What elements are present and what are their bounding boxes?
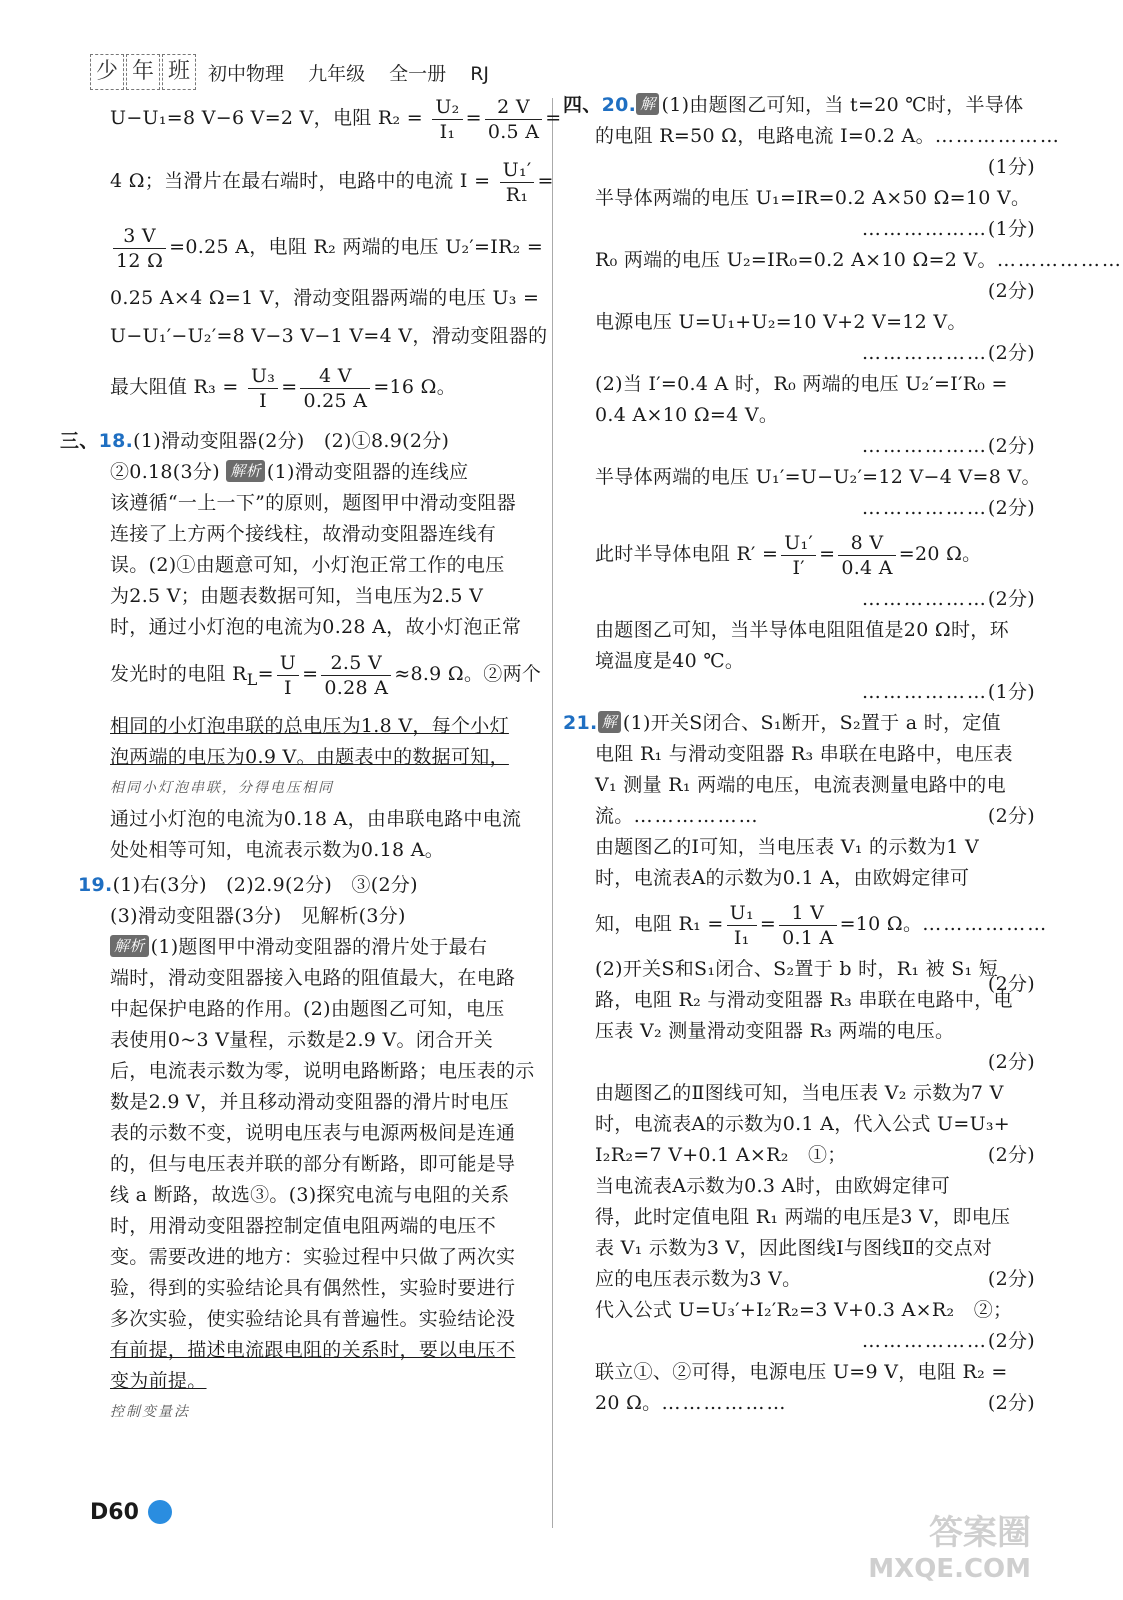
underlined-text: 变为前提。 <box>110 1369 207 1392</box>
solution-tag: 解 <box>598 711 621 733</box>
analysis-tag: 解析 <box>110 935 149 957</box>
text-line: 的电阻 R=50 Ω，电路电流 I=0.2 A。……………… <box>595 125 1061 147</box>
brand-char: 班 <box>162 54 196 90</box>
text: =0.25 A，电阻 R₂ 两端的电压 U₂′=IR₂ = <box>169 236 544 258</box>
text-line: 时，通过小灯泡的电流为0.28 A，故小灯泡正常 <box>110 616 522 638</box>
underlined-text: 泡两端的电压为0.9 V。由题表中的数据可知， <box>110 745 509 768</box>
subscript: L <box>246 669 258 689</box>
handwritten-note: 相同小灯泡串联，分得电压相同 <box>110 779 334 796</box>
text-line: 通过小灯泡的电流为0.18 A，由串联电路中电流 <box>110 807 522 830</box>
watermark-text: 答案圈 <box>929 1513 1031 1553</box>
score: ………………(2分) <box>861 497 1035 519</box>
text-line: 表使用0~3 V量程，示数是2.9 V。闭合开关 <box>110 1028 494 1051</box>
text-line: 的，但与电压表并联的部分有断路，即可能是导 <box>110 1152 516 1175</box>
question-number: 18. <box>98 430 134 452</box>
text-line: U−U₁′−U₂′=8 V−3 V−1 V=4 V，滑动变阻器的 <box>110 325 548 347</box>
text-line: 半导体两端的电压 U₁′=U−U₂′=12 V−4 V=8 V。 <box>595 466 1041 488</box>
edition: RJ <box>470 62 489 85</box>
brand-char: 年 <box>126 54 160 90</box>
watermark-url: MXQE.COM <box>868 1554 1031 1584</box>
score: ………………(2分) <box>861 588 1035 610</box>
text-line: 时，用滑动变阻器控制定值电阻两端的电压不 <box>110 1214 497 1237</box>
text: = <box>257 663 274 685</box>
text-line: 端时，滑动变阻器接入电路的阻值最大，在电路 <box>110 966 516 989</box>
text: 发光时的电阻 R <box>110 663 247 685</box>
text-line: R₀ 两端的电压 U₂=IR₀=0.2 A×10 Ω=2 V。……………… <box>595 249 1123 271</box>
text-line: 4 Ω；当滑片在最右端时，电路中的电流 I = $\frac{\text{U₁′}}{\text{R₁}}$ = <box>110 158 554 206</box>
watermark <box>868 1515 1031 1587</box>
text: U−U₁=8 V−6 V=2 V，电阻 R₂ = <box>110 107 423 129</box>
page-badge-icon <box>148 1500 172 1524</box>
text-line: 半导体两端的电压 U₁=IR=0.2 A×50 Ω=10 V。 <box>595 187 1031 209</box>
text: 此时半导体电阻 R′ = <box>595 543 779 565</box>
text-line <box>110 711 540 742</box>
text-line: 代入公式 U=U₃′+I₂′R₂=3 V+0.3 A×R₂ ②； <box>595 1299 1013 1321</box>
text-line: 此时半导体电阻 R′ = $\frac{\text{U₁′}}{I'}$ = $\frac{8 V}{0.4 A}$ =20 Ω。 <box>595 531 982 579</box>
fraction: $\frac{2 V}{0.5 A}$ <box>485 95 542 144</box>
text-line: 由题图乙可知，当半导体电阻阻值是20 Ω时，环 <box>595 619 1009 641</box>
handwritten-note: 控制变量法 <box>110 1403 190 1420</box>
text: =10 Ω。 <box>839 913 923 935</box>
text-line: 处处相等可知，电流表示数为0.18 A。 <box>110 838 445 861</box>
text-line: 流。……………… (2分) <box>595 805 1035 827</box>
text: (1)由题图乙可知，当 t=20 ℃时，半导体 <box>661 94 1024 116</box>
question-20 <box>563 90 1035 121</box>
fraction: $\frac{3 V}{12 \Omega}$ <box>113 224 166 273</box>
text-line <box>110 1366 540 1397</box>
text: (1)开关S闭合、S₁断开，S₂置于 a 时，定值 <box>622 712 1001 734</box>
page-header <box>90 52 507 92</box>
score: (2分) <box>987 1051 1035 1073</box>
text-line <box>60 426 540 457</box>
text-line: (2)开关S和S₁闭合、S₂置于 b 时，R₁ 被 S₁ 短 <box>595 958 999 980</box>
score: ………………(2分) <box>861 342 1035 364</box>
score: ………………(2分) <box>861 1330 1035 1352</box>
text-line: 路，电阻 R₂ 与滑动变阻器 R₃ 串联在电路中，电 <box>595 989 1013 1011</box>
question-21 <box>563 708 1035 739</box>
grade: 九年级 <box>308 62 366 85</box>
brand-char: 少 <box>90 54 124 90</box>
text-line: 由题图乙的Ⅰ可知，当电压表 V₁ 的示数为1 V <box>595 836 979 858</box>
text-line: 0.25 A×4 Ω=1 V，滑动变阻器两端的电压 U₃ = <box>110 287 540 309</box>
right-column <box>563 90 1123 1419</box>
text: =20 Ω。 <box>898 543 982 565</box>
text-line: 知，电阻 R₁ = $\frac{\text{U₁}}{\text{I₁}}$ = $\frac{1 V}{0.1 A}$ =10 Ω。……………… (2分) <box>595 901 1049 995</box>
text-line: 该遵循“一上一下”的原则，题图甲中滑动变阻器 <box>110 492 517 514</box>
text-line: U−U₁=8 V−6 V=2 V，电阻 R₂ = $\frac{\text{U₂}}{\text{I₁}}$ = $\frac{2 V}{0.5 A}$ = <box>110 95 562 143</box>
text-line: 中起保护电路的作用。(2)由题图乙可知，电压 <box>110 997 505 1020</box>
underlined-text: 相同的小灯泡串联的总电压为1.8 V，每个小灯 <box>110 714 509 737</box>
text-line: 当电流表A示数为0.3 A时，由欧姆定律可 <box>595 1175 950 1197</box>
text: 知，电阻 R₁ = <box>595 913 724 935</box>
book-info <box>208 59 507 86</box>
text-line: 后，电流表示数为零，说明电路断路；电压表的示 <box>110 1059 535 1082</box>
analysis-tag: 解析 <box>226 460 265 482</box>
fraction: $\frac{\text{U₁′}}{\text{R₁}}$ <box>500 158 535 207</box>
text-line <box>110 932 540 963</box>
text-line: 表 V₁ 示数为3 V，因此图线Ⅰ与图线Ⅱ的交点对 <box>595 1237 993 1259</box>
text-line: 0.4 A×10 Ω=4 V。 <box>595 404 779 426</box>
solution-tag: 解 <box>636 93 659 115</box>
text-line: 电阻 R₁ 与滑动变阻器 R₃ 串联在电路中，电压表 <box>595 743 1013 765</box>
text-line: 得，此时定值电阻 R₁ 两端的电压是3 V，即电压 <box>595 1206 1011 1228</box>
text-line: 为2.5 V；由题表数据可知，当电压为2.5 V <box>110 585 484 607</box>
text-line: 验，得到的实验结论具有偶然性，实验时要进行 <box>110 1276 516 1299</box>
text-line <box>110 742 540 773</box>
question-number: 21. <box>563 712 598 734</box>
text: ≈8.9 Ω。②两个 <box>394 663 542 685</box>
text-line <box>78 870 540 901</box>
score: (1分) <box>987 156 1035 178</box>
text-line: 误。(2)①由题意可知，小灯泡正常工作的电压 <box>110 554 505 576</box>
text-line: V₁ 测量 R₁ 两端的电压，电流表测量电路中的电 <box>595 774 1006 796</box>
text-line: I₂R₂=7 V+0.1 A×R₂ ①； (2分) <box>595 1144 1035 1166</box>
text-line: 压表 V₂ 测量滑动变阻器 R₃ 两端的电压。 <box>595 1020 955 1042</box>
volume: 全一册 <box>389 62 447 85</box>
text-line: 表的示数不变，说明电压表与电源两极间是连通 <box>110 1121 516 1144</box>
score: ………………(1分) <box>861 681 1035 703</box>
text-line <box>563 90 1035 121</box>
text-line <box>110 216 544 278</box>
text-line: (3)滑动变阻器(3分) 见解析(3分) <box>110 904 406 927</box>
text: 最大阻值 R₃ = <box>110 376 239 398</box>
fraction: $\frac{U}{I}$ <box>277 651 299 700</box>
score: ………………(1分) <box>861 218 1035 240</box>
text-line: 由题图乙的Ⅱ图线可知，当电压表 V₂ 示数为7 V <box>595 1082 1004 1104</box>
fraction: $\frac{\text{U₃}}{I}$ <box>248 364 278 413</box>
question-19 <box>78 870 540 901</box>
fraction: $\frac{\text{U₂}}{\text{I₁}}$ <box>432 95 462 144</box>
fraction: $\frac{8 V}{0.4 A}$ <box>838 531 895 580</box>
fraction: $\frac{4 V}{0.25 A}$ <box>300 364 370 413</box>
column-divider <box>552 98 553 1528</box>
score: ………………(2分) <box>861 435 1035 457</box>
text: (1)滑动变阻器(2分) (2)①8.9(2分) <box>133 430 450 452</box>
text: (1)滑动变阻器的连线应 <box>266 461 469 483</box>
text: 4 Ω；当滑片在最右端时，电路中的电流 I = <box>110 170 491 192</box>
section-number: 四、 <box>563 94 602 116</box>
question-18 <box>60 426 540 457</box>
text-line: 20 Ω。……………… (2分) <box>595 1392 1035 1414</box>
text-line <box>563 708 1035 739</box>
fraction: $\frac{1 V}{0.1 A}$ <box>779 901 836 950</box>
page-number: D60 <box>90 1500 139 1525</box>
text-line <box>110 457 540 488</box>
fraction: $\frac{2.5 V}{0.28 A}$ <box>321 651 391 700</box>
text-line <box>110 1335 540 1366</box>
text-line: 最大阻值 R₃ = $\frac{\text{U₃}}{I}$ = $\frac{4 V}{0.25 A}$ =16 Ω。 <box>110 364 457 412</box>
text-line: 时，电流表A的示数为0.1 A，代入公式 U=U₃+ <box>595 1113 1011 1135</box>
text-line: 变。需要改进的地方：实验过程中只做了两次实 <box>110 1245 516 1268</box>
brand-logo <box>90 54 198 90</box>
text: (1)右(3分) (2)2.9(2分) ③(2分) <box>112 873 418 896</box>
score: (2分) <box>987 280 1035 302</box>
question-number: 20. <box>601 94 637 116</box>
text-line: 数是2.9 V，并且移动滑动变阻器的滑片时电压 <box>110 1090 509 1113</box>
text-line: 电源电压 U=U₁+U₂=10 V+2 V=12 V。 <box>595 311 967 333</box>
text: =16 Ω。 <box>373 376 457 398</box>
text-line: 发光时的电阻 $R_L=$ $\frac{U}{I}$ = $\frac{2.5 V}{0.28 A}$ ≈8.9 Ω。②两个 <box>110 651 542 699</box>
text: ②0.18(3分) <box>110 461 220 483</box>
underlined-text: 有前提，描述电流跟电阻的关系时，要以电压不 <box>110 1338 516 1361</box>
text-line: 联立①、②可得，电源电压 U=9 V，电阻 R₂ = <box>595 1361 1008 1383</box>
question-number: 19. <box>78 873 113 896</box>
text-line: 境温度是40 ℃。 <box>595 650 745 672</box>
subject: 初中物理 <box>208 62 285 85</box>
fraction: $\frac{\text{U₁}}{\text{I₁}}$ <box>727 901 757 950</box>
text-line: 时，电流表A的示数为0.1 A，由欧姆定律可 <box>595 867 970 889</box>
text-line: 应的电压表示数为3 V。 (2分) <box>595 1268 1035 1290</box>
section-number: 三、 <box>60 430 99 452</box>
text-line: (2)当 I′=0.4 A 时，R₀ 两端的电压 U₂′=I′R₀ = <box>595 373 1008 395</box>
text-line: 线 a 断路，故选③。(3)探究电流与电阻的关系 <box>110 1183 510 1206</box>
text: (1)题图甲中滑动变阻器的滑片处于最右 <box>150 935 488 958</box>
text-line: 连接了上方两个接线柱，故滑动变阻器连线有 <box>110 523 497 545</box>
text-line: 多次实验，使实验结论具有普遍性。实验结论没 <box>110 1307 516 1330</box>
fraction: $\frac{\text{U₁′}}{I'}$ <box>781 531 816 580</box>
left-column <box>60 90 562 1428</box>
